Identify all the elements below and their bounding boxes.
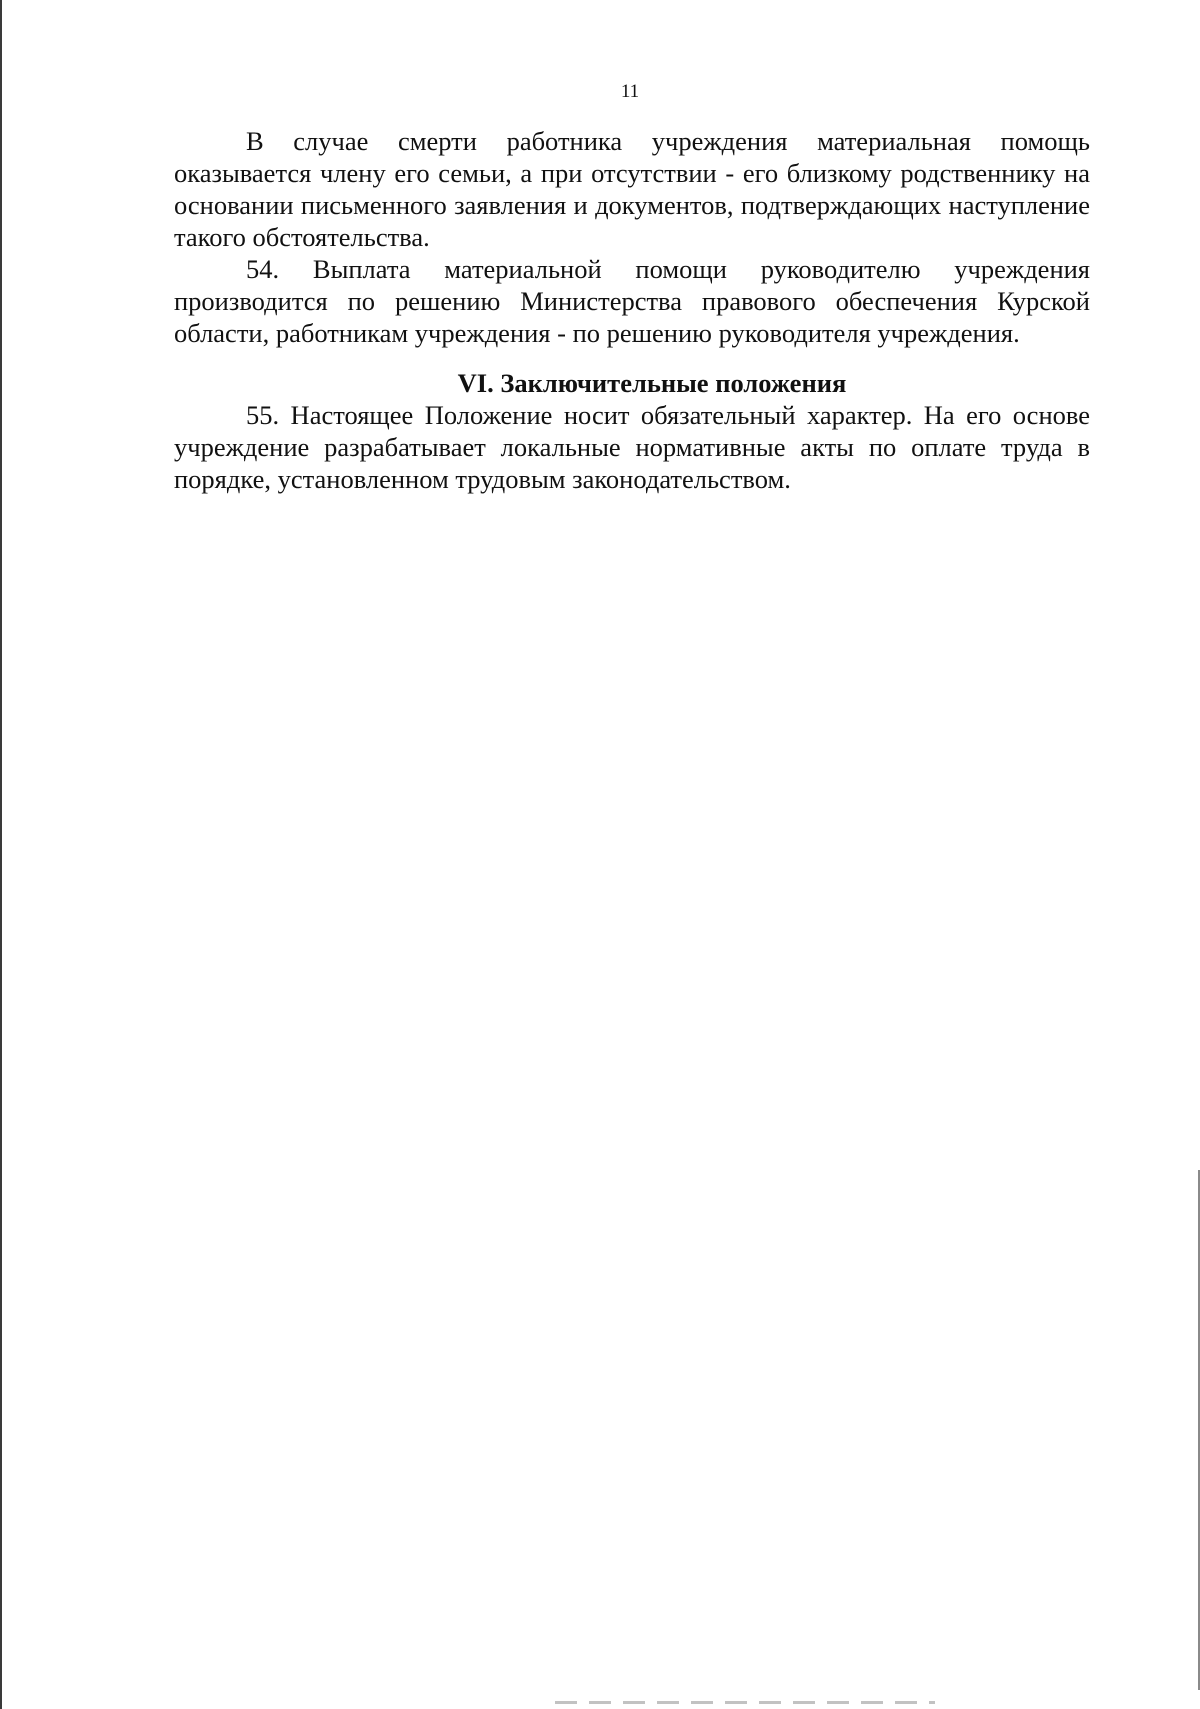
paragraph-54: 54. Выплата материальной помощи руководителю учреждения производится по решению Министерства правового обеспечения Курской области, работникам учреждения - по решению руководителя учреждения. — [174, 254, 1090, 348]
section-heading: VI. Заключительные положения — [457, 368, 847, 398]
scan-edge-left — [0, 0, 2, 1709]
scan-bottom-marks — [555, 1701, 935, 1704]
paragraph-death-assistance: В случае смерти работника учреждения материальная помощь оказывается члену его семьи, а при отсутствии - его близкому родственнику на основании письменного заявления и документов, подтверждающих наступление такого обстоятельства. — [174, 126, 1090, 252]
page-number: 11 — [620, 81, 640, 102]
document-body — [174, 125, 1090, 495]
paragraph-55: 55. Настоящее Положение носит обязательный характер. На его основе учреждение разрабатывает локальные нормативные акты по оплате труда в порядке, установленном трудовым законодательством. — [174, 400, 1090, 494]
